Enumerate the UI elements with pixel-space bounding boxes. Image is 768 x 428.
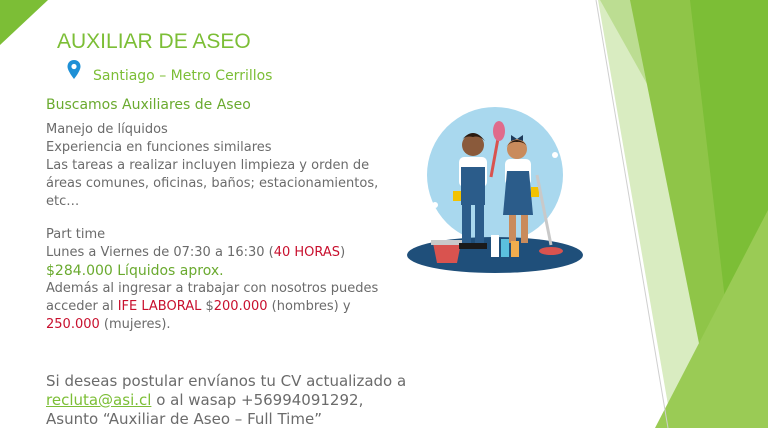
map-pin-icon: [66, 59, 82, 81]
mop-head: [539, 247, 563, 255]
man-glove: [453, 191, 461, 201]
bubble-1: [432, 202, 438, 208]
salary: $284.000 Líquidos aprox.: [46, 263, 224, 279]
woman-leg-right: [521, 215, 528, 243]
man-shoes: [459, 243, 487, 249]
schedule-days: Lunes a Viernes de 07:30 a 16:30 (: [46, 245, 274, 260]
bottle-2: [501, 239, 509, 257]
requirement-1: Manejo de líquidos: [46, 122, 168, 137]
location-text: Santiago – Metro Cerrillos: [93, 68, 273, 84]
bonus-prefix: acceder al: [46, 299, 118, 314]
requirement-4: áreas comunes, oficinas, baños; estacionamientos,: [46, 176, 379, 191]
bottle-3: [511, 241, 519, 257]
man-overalls: [461, 167, 485, 205]
left-green-wedge: [0, 0, 48, 45]
schedule-line: [46, 244, 345, 262]
contact-line-1: Si deseas postular envíanos tu CV actualizado a: [46, 372, 407, 390]
subtitle: Buscamos Auxiliares de Aseo: [46, 97, 251, 113]
men-amount: 200.000: [213, 299, 268, 314]
cleaning-staff-illustration: [395, 95, 595, 285]
women-label: (mujeres).: [99, 317, 171, 332]
bonus-line-1: Además al ingresar a trabajar con nosotros puedes: [46, 281, 379, 296]
women-amount: 250.000: [46, 317, 100, 332]
man-leg-left: [462, 203, 471, 243]
bucket-rim: [431, 240, 463, 245]
requirement-2: Experiencia en funciones similares: [46, 140, 272, 155]
contact-line-3: Asunto “Auxiliar de Aseo – Full Time”: [46, 410, 322, 428]
schedule-suffix: ): [340, 245, 346, 260]
contact-line-2: [46, 391, 363, 409]
bonus-line-2: [46, 298, 351, 316]
man-leg-right: [475, 203, 484, 243]
woman-dress: [503, 171, 533, 215]
men-label: (hombres) y: [267, 299, 351, 314]
woman-leg-left: [509, 215, 516, 243]
requirement-5: etc…: [46, 194, 80, 209]
dollar-sign: $: [201, 299, 214, 314]
schedule-hours: 40 HORAS: [273, 245, 341, 260]
job-title: AUXILIAR DE ASEO: [57, 30, 251, 53]
ife-laboral: IFE LABORAL: [117, 299, 202, 314]
duster-head: [493, 121, 505, 141]
bubble-2: [552, 152, 558, 158]
woman-glove: [531, 187, 539, 197]
bucket: [433, 243, 461, 263]
schedule-type: Part time: [46, 227, 106, 242]
requirement-3: Las tareas a realizar incluyen limpieza y orden de: [46, 158, 370, 173]
bottle-1: [491, 235, 499, 257]
whatsapp-text: o al wasap +56994091292,: [151, 391, 364, 409]
bonus-line-3: [46, 316, 171, 334]
email-link[interactable]: recluta@asi.cl: [46, 391, 152, 409]
